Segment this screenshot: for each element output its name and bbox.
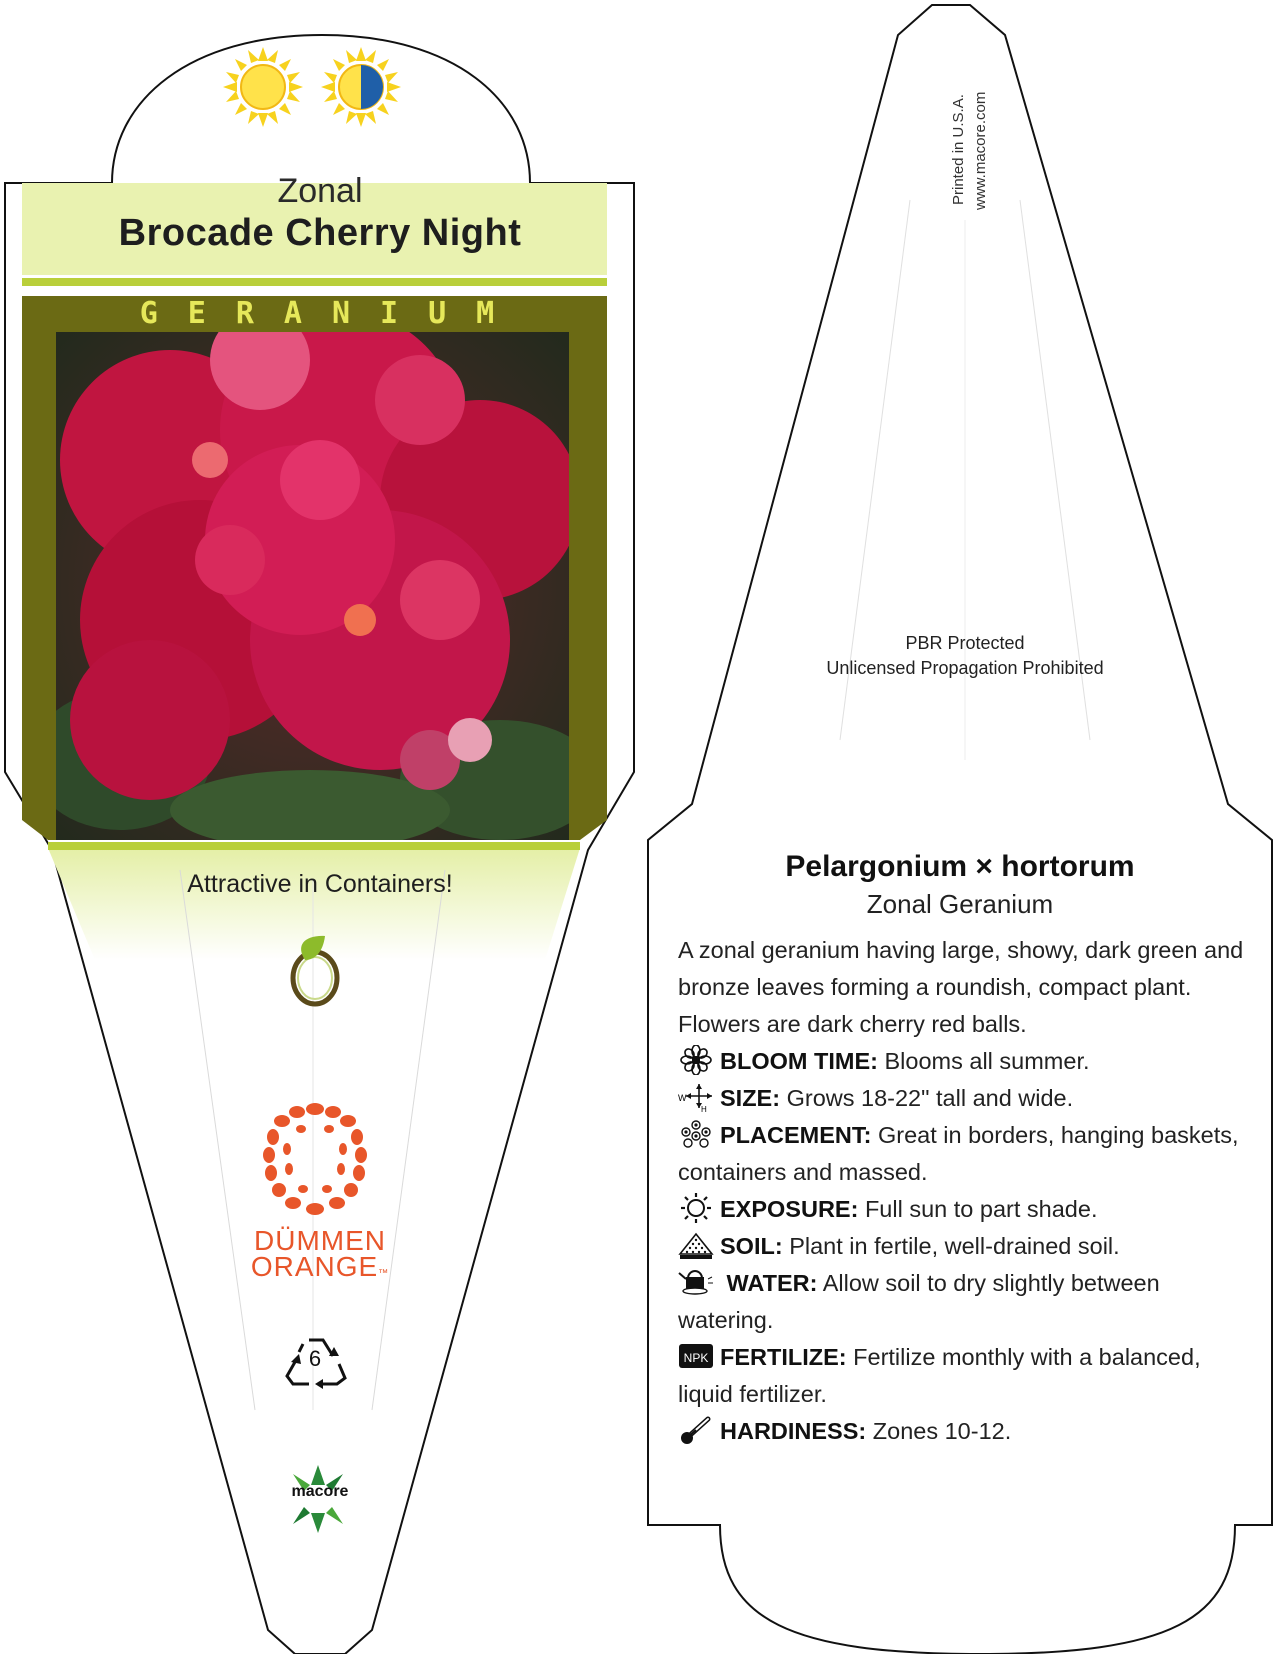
bloom-time-text: Blooms all summer. <box>884 1048 1090 1074</box>
genus-label: GERANIUM <box>139 296 525 331</box>
npk-text: NPK <box>683 1351 709 1365</box>
slogan: Attractive in Containers! <box>187 870 453 898</box>
dummen-orange-logo <box>255 1100 375 1218</box>
soil-row <box>678 1228 1258 1265</box>
size-icon-w: W <box>678 1093 687 1103</box>
seed-sprout-icon <box>285 930 345 1010</box>
plant-category: Zonal <box>277 172 363 210</box>
exposure-text: Full sun to part shade. <box>864 1196 1098 1222</box>
sun-exposure-icon <box>678 1193 714 1223</box>
dummen-orange-wordmark <box>200 1225 440 1287</box>
size-text: Grows 18-22" tall and wide. <box>786 1085 1074 1111</box>
water-label: WATER: <box>726 1270 818 1296</box>
placement-row <box>678 1117 1258 1191</box>
recycle-code: 6 <box>308 1346 322 1371</box>
size-icon-h: H <box>701 1105 707 1112</box>
scientific-name: Pelargonium × hortorum <box>785 850 1135 883</box>
plant-description: A zonal geranium having large, showy, dark green and bronze leaves forming a roundish, compact plant. Flowers are dark cherry red balls. <box>678 937 1244 1037</box>
hardiness-row <box>678 1413 1258 1450</box>
soil-mound-icon <box>678 1230 714 1260</box>
size-arrows-icon <box>678 1082 714 1112</box>
common-name: Zonal Geranium <box>866 889 1054 919</box>
soil-text: Plant in fertile, well-drained soil. <box>789 1233 1120 1259</box>
fertilize-row <box>678 1339 1258 1413</box>
placement-flowers-icon <box>678 1119 714 1149</box>
printed-in-usa: Printed in U.S.A. <box>950 94 967 205</box>
size-label: SIZE: <box>720 1085 781 1111</box>
water-text: Allow soil to dry slightly between watering. <box>678 1270 1160 1333</box>
hardiness-label: HARDINESS: <box>720 1418 867 1444</box>
full-sun-icon <box>222 46 304 128</box>
placement-label: PLACEMENT: <box>720 1122 872 1148</box>
placement-text: Great in borders, hanging baskets, containers and massed. <box>678 1122 1239 1185</box>
watering-can-icon <box>678 1267 714 1297</box>
thermometer-icon <box>678 1415 714 1445</box>
propagation-notice: Unlicensed Propagation Prohibited <box>826 658 1104 678</box>
soil-label: SOIL: <box>720 1233 783 1259</box>
trademark-mark: ™ <box>378 1268 390 1279</box>
npk-fertilizer-icon <box>678 1341 714 1371</box>
brand-line-2: ORANGE <box>250 1251 379 1282</box>
macore-wordmark: macore <box>291 1483 349 1500</box>
brand-line-1: DÜMMEN <box>254 1225 386 1256</box>
variety-name: Brocade Cherry Night <box>118 212 522 254</box>
printer-website: www.macore.com <box>972 91 989 210</box>
bloom-flower-icon <box>678 1045 714 1075</box>
exposure-label: EXPOSURE: <box>720 1196 859 1222</box>
bloom-time-row <box>678 1043 1258 1080</box>
water-row <box>678 1265 1258 1339</box>
exposure-row <box>678 1191 1258 1228</box>
size-row <box>678 1080 1258 1117</box>
hardiness-text: Zones 10-12. <box>872 1418 1012 1444</box>
pbr-protected: PBR Protected <box>905 633 1025 653</box>
fertilize-label: FERTILIZE: <box>720 1344 847 1370</box>
part-sun-icon <box>320 46 402 128</box>
flower-photo <box>30 310 600 850</box>
bloom-time-label: BLOOM TIME: <box>720 1048 878 1074</box>
fertilize-text: Fertilize monthly with a balanced, liquid fertilizer. <box>678 1344 1201 1407</box>
